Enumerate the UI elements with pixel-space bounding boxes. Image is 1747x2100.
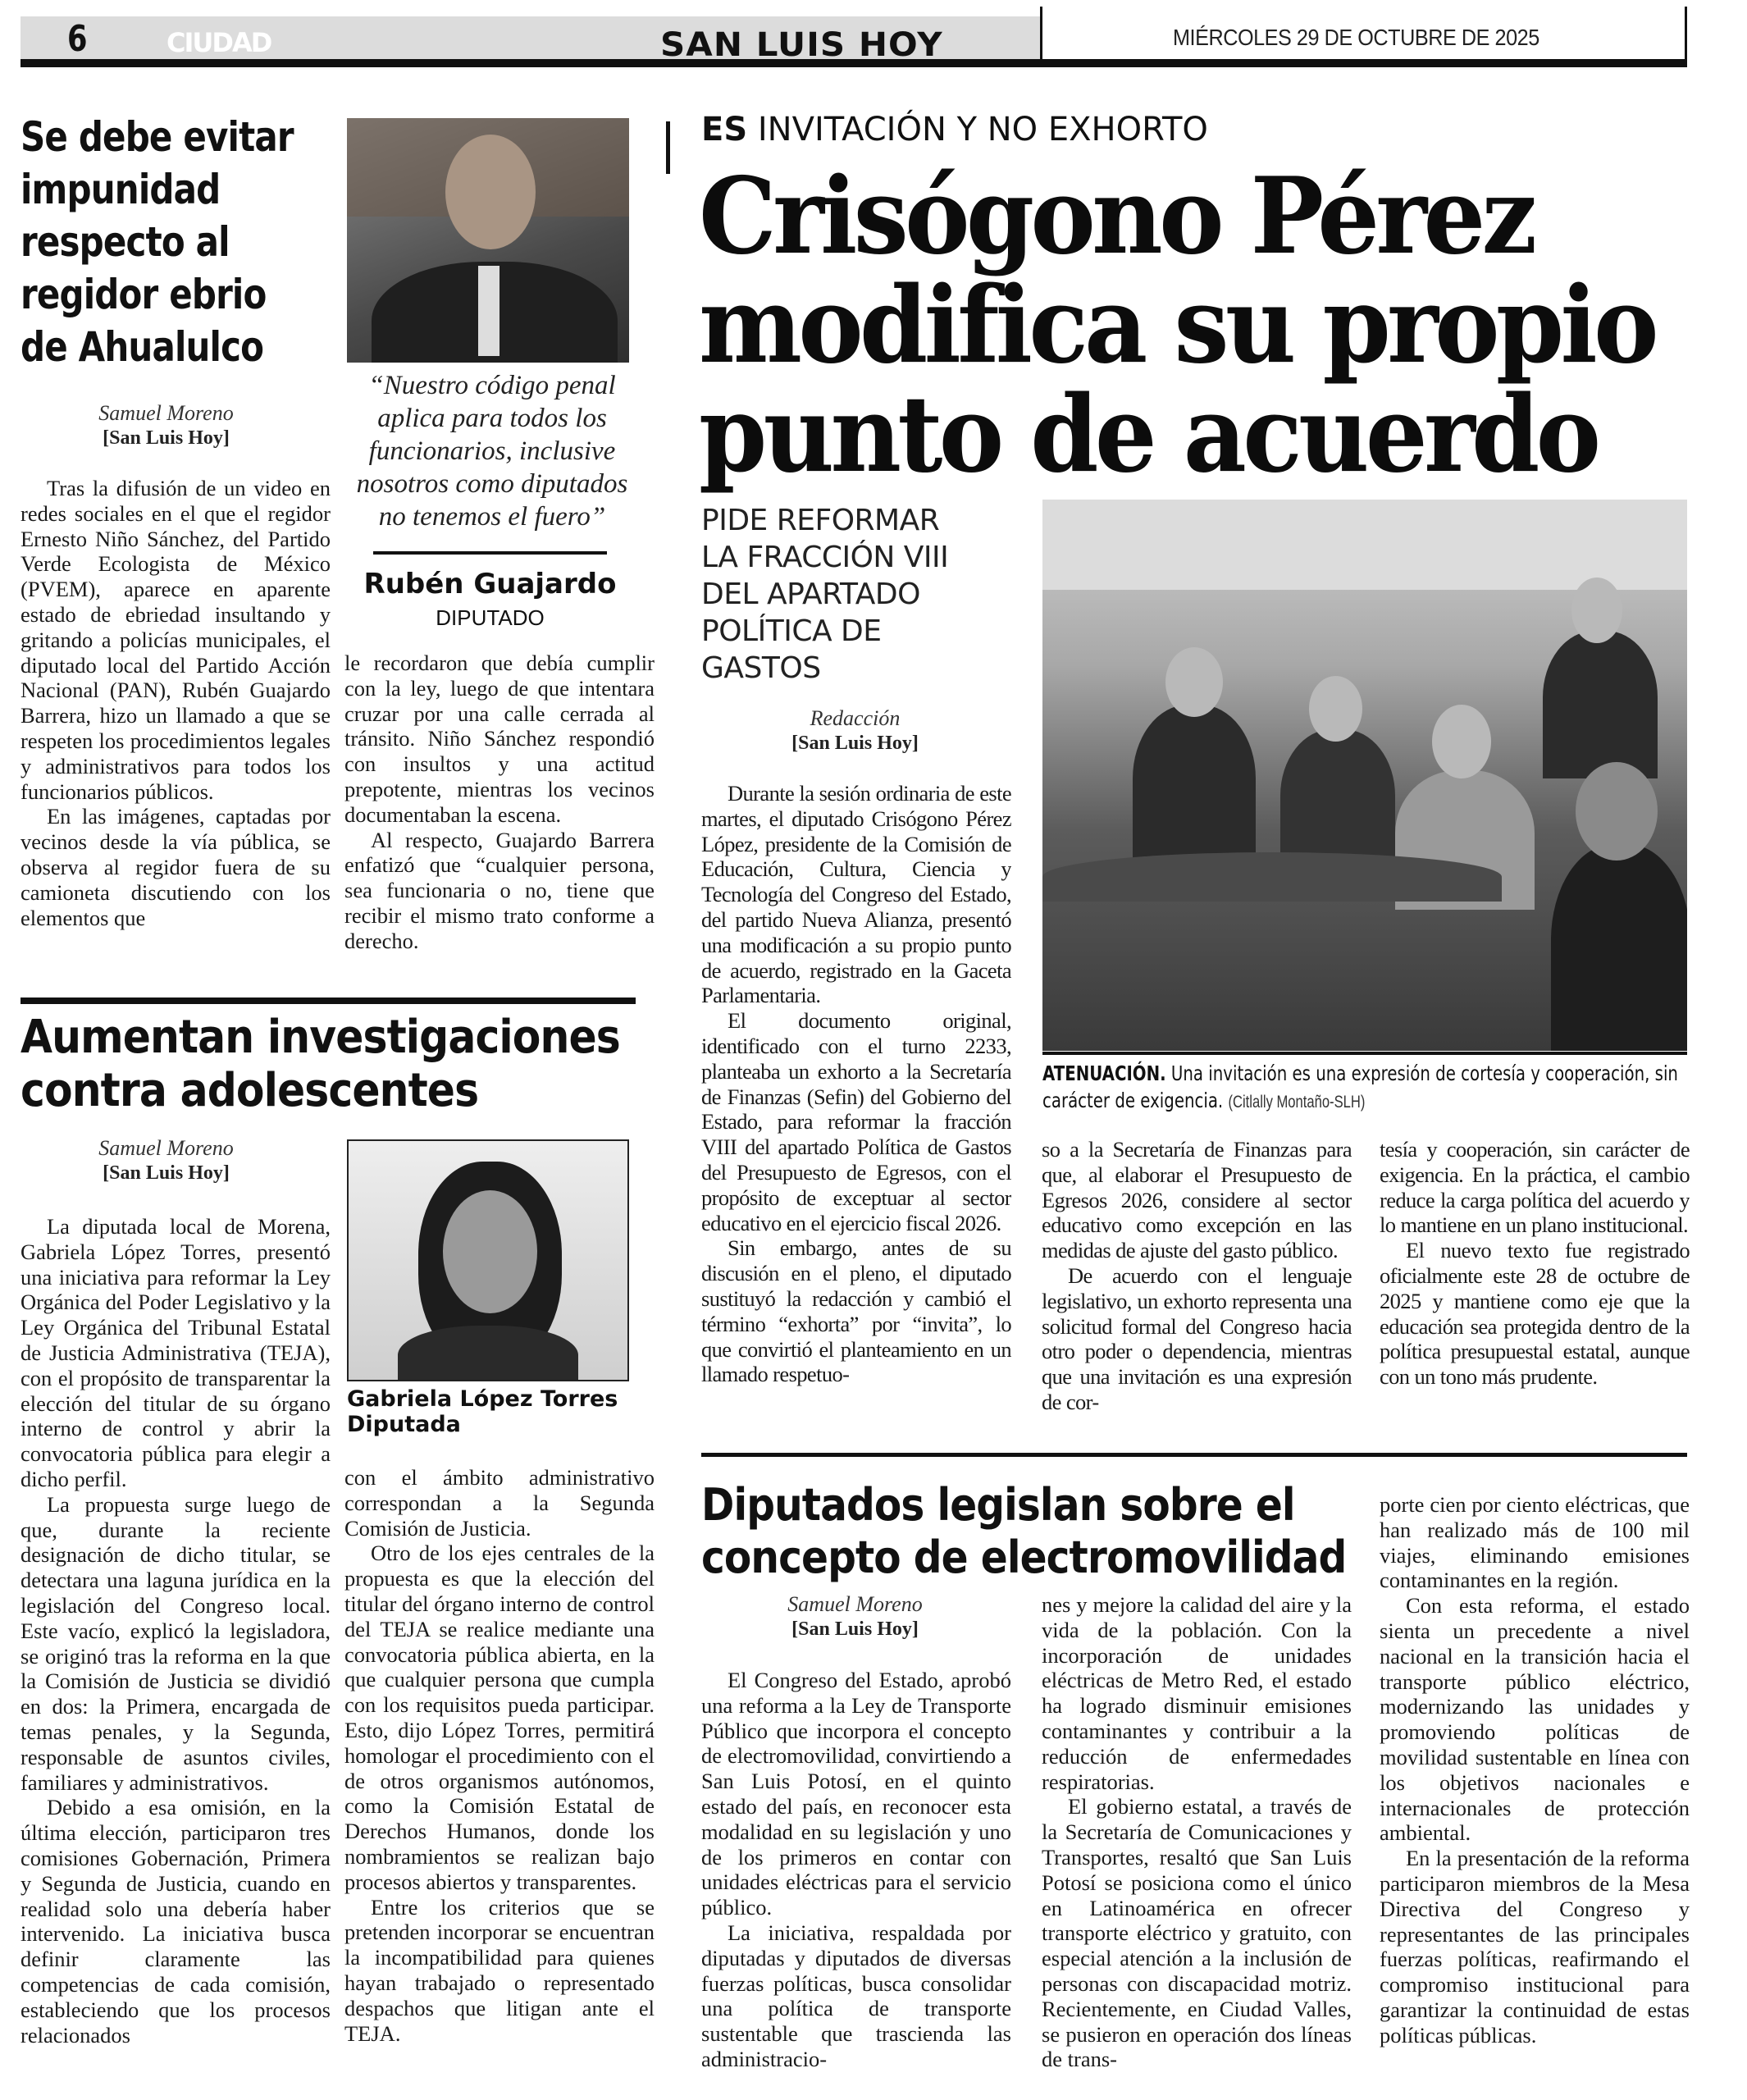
byline-author: Samuel Moreno — [98, 1136, 234, 1160]
body-paragraph: porte cien por ciento eléctricas, que han realizado más de 100 mil viajes, eliminando emisiones contaminantes en la región. — [1380, 1492, 1690, 1593]
person-head-shape — [1576, 762, 1658, 861]
article4-byline — [701, 1591, 1009, 1642]
article2-byline — [12, 1135, 320, 1186]
person-head-shape — [1165, 647, 1223, 717]
article3-photo — [1042, 500, 1687, 1051]
caption-text: Una invitación es una expresión de cortesía y cooperación, sin carácter de exigencia. — [1042, 1061, 1678, 1112]
pull-quote: “Nuestro código penal aplica para todos los funcionarios, inclusive nosotros como diputados no tenemos el fuero” — [356, 371, 628, 532]
kicker-text: INVITACIÓN Y NO EXHORTO — [757, 111, 1208, 148]
body-paragraph: La propuesta surge luego de que, durante la reciente designación de dicho titular, se detectara una laguna jurídica en la legislación del Congreso local. Este vacío, explicó la legisladora, se originó tras la reforma en la que la Comisión de Justicia se dividió en dos: la Primera, encargada de temas penales, y la Segunda, responsable de asuntos civiles, familiares y administrativos. — [21, 1491, 331, 1795]
body-paragraph: so a la Secretaría de Finanzas para que, al elaborar el Presupuesto de Egresos 2026, considere al sector educativo como excepción en las medidas de ajuste del gasto público. — [1042, 1137, 1352, 1263]
article3-column-2 — [1042, 1137, 1352, 1440]
byline-outlet: [San Luis Hoy] — [103, 1162, 230, 1184]
article2-caption — [347, 1386, 642, 1437]
person-shape — [1543, 631, 1658, 778]
caption-bold: ATENUACIÓN. — [1042, 1061, 1166, 1085]
section-name: CIUDAD — [166, 27, 271, 58]
body-paragraph: Sin embargo, antes de su discusión en el pleno, el diputado sustituyó la redacción y cambió el término “exhorta” por “invita”, lo que convirtió el planteamiento en un llamado respetuo- — [701, 1235, 1011, 1387]
kicker-bold: ES — [701, 111, 748, 148]
body-paragraph: tesía y cooperación, sin carácter de exigencia. En la práctica, el cambio reduce la carga política del acuerdo y lo mantiene en un plano institucional. — [1380, 1137, 1690, 1238]
body-paragraph: El gobierno estatal, a través de la Secretaría de Comunicaciones y Transportes, resaltó que San Luis Potosí se posiciona como el único en Latinoamérica en ofrecer transporte eléctrico y gratuito, con especial atención a la inclusión de personas con discapacidad motriz. Recientemente, en Ciudad Valles, se pusieron en operación dos líneas de trans- — [1042, 1794, 1352, 2072]
caption-name: Gabriela López Torres — [347, 1386, 618, 1412]
article3-column-1 — [701, 781, 1011, 1441]
quote-name: Rubén Guajardo — [363, 568, 617, 600]
body-paragraph: Al respecto, Guajardo Barrera enfatizó que “cualquier persona, sea funcionaria o no, tiene que recibir el mismo trato conforme a derecho. — [344, 827, 655, 953]
photo-rule — [1042, 1052, 1687, 1055]
quote-role: DIPUTADO — [436, 605, 545, 630]
body-paragraph: El documento original, identificado con el turno 2233, planteaba un exhorto a la Secretaría de Finanzas (Sefin) del Gobierno del Estado, para reformar la fracción VIII del apartado Política de Gastos del Presupuesto de Egresos, con el propósito de exceptuar al sector educativo en el ejercicio fiscal 2026. — [701, 1008, 1011, 1235]
byline-outlet: [San Luis Hoy] — [791, 733, 919, 754]
body-paragraph: Tras la difusión de un video en redes sociales en el que el regidor Ernesto Niño Sánchez, del Partido Verde Ecologista de México (PVEM), aparece en aparente estado de ebriedad insultando y gritando a policías municipales, el diputado local del Partido Acción Nacional (PAN), Rubén Guajardo Barrera, hizo un llamado a que se respeten los procedimientos legales y administrativos para todos los funcionarios públicos. — [21, 476, 331, 804]
byline-outlet: [San Luis Hoy] — [103, 427, 230, 449]
byline-author: Samuel Moreno — [98, 401, 234, 425]
article2-photo — [347, 1139, 629, 1381]
body-paragraph: La diputada local de Morena, Gabriela López Torres, presentó una iniciativa para reformar la Ley Orgánica del Poder Legislativo y la Ley Orgánica del Tribunal Estatal de Justicia Administrativa (TEJA), con el propósito de transparentar la elección del titular de su órgano interno de control y abrir la convocatoria pública para elegir a dicho perfil. — [21, 1214, 331, 1491]
header-divider — [1685, 7, 1687, 61]
byline-author: Samuel Moreno — [787, 1592, 923, 1616]
article1-column-2 — [344, 651, 655, 987]
person-shape — [1551, 844, 1687, 1051]
newspaper-name: SAN LUIS HOY — [660, 26, 943, 64]
caption-role: Diputada — [347, 1412, 461, 1437]
article1-headline: Se debe evitar impunidad respecto al regidor ebrio de Ahualulco — [21, 113, 294, 371]
body-paragraph: Con esta reforma, el estado sienta un precedente a nivel nacional en la transición hacia el transporte público eléctrico, modernizando las unidades y promoviendo políticas de movilidad sustentable en línea con los objetivos nacionales e internacionales de protección ambiental. — [1380, 1593, 1690, 1846]
body-paragraph: En la presentación de la reforma participaron miembros de la Mesa Directiva del Congreso y representantes de las principales fuerzas políticas, reafirmando el compromiso institucional para garantizar la continuidad de estas políticas públicas. — [1380, 1846, 1690, 2048]
body-paragraph: le recordaron que debía cumplir con la ley, luego de que intentara cruzar por una calle cerrada al tránsito. Niño Sánchez respondió con insultos y una actitud prepotente, mientras los vecinos documentaban la escena. — [344, 651, 655, 827]
article3-column-3 — [1380, 1137, 1690, 1440]
article2-column-2 — [344, 1465, 655, 2100]
person-head-shape — [445, 135, 536, 249]
article1-column-1 — [21, 476, 331, 986]
section-rule — [21, 998, 636, 1004]
issue-date: MIÉRCOLES 29 DE OCTUBRE DE 2025 — [1173, 25, 1539, 50]
article4-column-3 — [1380, 1492, 1690, 2100]
section-rule — [701, 1453, 1687, 1457]
person-head-shape — [443, 1190, 537, 1313]
person-head-shape — [1432, 705, 1491, 778]
article1-byline — [12, 400, 320, 451]
person-head-shape — [1309, 676, 1362, 742]
person-body-shape — [398, 1326, 578, 1381]
article2-headline: Aumentan investigaciones contra adolescentes — [21, 1011, 620, 1117]
body-paragraph: De acuerdo con el lenguaje legislativo, un exhorto representa una solicitud formal del Congreso hacia otro poder o dependencia, mientras que una invitación es una expresión de cor- — [1042, 1262, 1352, 1414]
body-paragraph: En las imágenes, captadas por vecinos desde la vía pública, se observa al regidor fuera de su camioneta discutiendo con los elementos que — [21, 804, 331, 930]
body-paragraph: Entre los criterios que se pretenden incorporar se encuentran la incompatibilidad para quienes hayan trabajado o representado despachos que litigan ante el TEJA. — [344, 1894, 655, 2046]
body-paragraph: Durante la sesión ordinaria de este martes, el diputado Crisógono Pérez López, presidente de la Comisión de Educación, Cultura, Ciencia y Tecnología del Congreso del Estado, del partido Nueva Alianza, presentó una modificación a su propio punto de acuerdo, registrado en la Gaceta Parlamentaria. — [701, 781, 1011, 1008]
body-paragraph: con el ámbito administrativo correspondan a la Segunda Comisión de Justicia. — [344, 1465, 655, 1541]
quote-rule — [373, 551, 607, 555]
body-paragraph: El nuevo texto fue registrado oficialmente este 28 de octubre de 2025 y mantiene como eje que la educación sea protegida dentro de la política presupuestal estatal, aunque con un tono más prudente. — [1380, 1238, 1690, 1390]
person-shape — [1133, 705, 1256, 869]
person-head-shape — [1571, 578, 1622, 643]
article4-headline: Diputados legislan sobre el concepto de electromovilidad — [701, 1479, 1347, 1583]
article4-column-2 — [1042, 1592, 1352, 2100]
byline-author: Redacción — [810, 706, 901, 730]
article3-headline: Crisógono Pérez modifica su propio punto de acuerdo — [699, 155, 1655, 496]
article3-kicker — [701, 111, 1208, 148]
header-divider — [1040, 7, 1042, 61]
column-divider — [666, 121, 670, 174]
body-paragraph: Otro de los ejes centrales de la propuesta es que la elección del titular del órgano interno de control del TEJA se realice mediante una convocatoria pública abierta, en la que cualquier persona que cumpla con los requisitos pueda participar. Esto, dijo López Torres, permitirá homologar el procedimiento con el de otros organismos autónomos, como la Comisión Estatal de Derechos Humanos, donde los nombramientos se realizan bajo procesos abiertos y transparentes. — [344, 1541, 655, 1894]
photo-credit: (Citlally Montaño-SLH) — [1228, 1093, 1366, 1112]
body-paragraph: La iniciativa, respaldada por diputadas y diputados de diversas fuerzas políticas, busca consolidar una política de transporte sustentable que trascienda las administracio- — [701, 1920, 1011, 2071]
article3-byline — [701, 705, 1009, 756]
article3-subhead: PIDE REFORMAR LA FRACCIÓN VIII DEL APARTADO POLÍTICA DE GASTOS — [701, 504, 949, 685]
byline-outlet: [San Luis Hoy] — [791, 1618, 919, 1640]
body-paragraph: El Congreso del Estado, aprobó una reforma a la Ley de Transporte Público que incorpora el concepto de electromovilidad, convirtiendo a San Luis Potosí, en el quinto estado del país, en reconocer esta modalidad en su legislación y uno de los primeros en contar con unidades eléctricas para el servicio público. — [701, 1668, 1011, 1920]
article2-column-1 — [21, 1214, 331, 2100]
body-paragraph: nes y mejore la calidad del aire y la vida de la población. Con la incorporación de unidades eléctricas de Metro Red, el estado ha logrado disminuir emisiones contaminantes y contribuir a la reducción de enfermedades respiratorias. — [1042, 1592, 1352, 1794]
page-number: 6 — [67, 18, 88, 60]
article1-photo — [347, 118, 629, 363]
body-paragraph: Debido a esa omisión, en la última elección, participaron tres comisiones Gobernación, Primera y Segunda de Justicia, cuando en realidad solo una debería haber intervenido. La iniciativa busca definir claramente las competencias de cada comisión, estableciendo que los procesos relacionados — [21, 1795, 331, 2048]
article4-column-1 — [701, 1668, 1011, 2100]
article3-caption — [1042, 1060, 1690, 1114]
